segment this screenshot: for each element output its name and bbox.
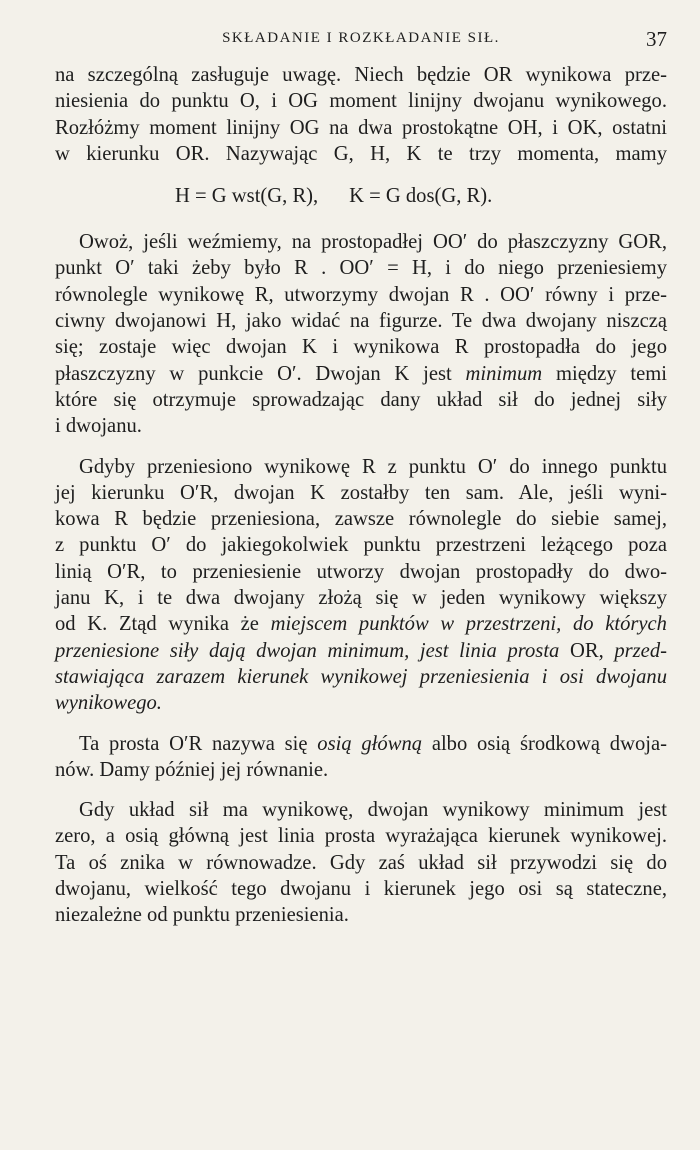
italic-phrase: przeniesione siły dają dwojan minimum, jest linia prosta [55,639,560,662]
text-line: punkt O′ taki żeby było R . OO′ = H, i do niego przeniesiemy [55,257,667,280]
page-number: 37 [646,27,667,51]
text-line: Rozłóżmy moment linijny OG na dwa prostokątne OH, i OK, ostatni [55,116,667,139]
text-line: Gdy układ sił ma wynikowę, dwojan wynikowy minimum jest [79,799,667,822]
text-line: janu K, i te dwa dwojany złożą się w jeden wynikowy większy [55,587,667,610]
text-segment: albo osią środkową dwoja- [431,732,667,755]
text-segment: Ta prosta O′R nazywa się [79,732,308,755]
page-header [55,27,667,56]
italic-phrase: wynikowego. [55,692,162,715]
italic-phrase: miejscem punktów w przestrzeni, do których [270,613,667,636]
text-line: z punktu O′ do jakiegokolwiek punktu przestrzeni leżącego poza [55,534,667,557]
text-line: nów. Damy później jej równanie. [55,758,329,781]
text-segment: płaszczyzny w punkcie O′. Dwojan K jest [55,362,452,385]
text-line-with-italic [55,731,667,757]
text-line-italic [55,664,667,690]
text-line: w kierunku OR. Nazywając G, H, K te trzy momenta, mamy [55,142,667,165]
text-line: Gdyby przeniesiono wynikowę R z punktu O′ do innego punktu [79,455,667,478]
text-line: i dwojanu. [55,415,142,438]
text-line: na szczególną zasługuje uwagę. Niech będzie OR wynikowa prze- [55,64,667,86]
text-line-with-italic [55,638,667,664]
text-segment: od K. Ztąd wynika że [55,613,259,636]
italic-phrase: przed- [614,639,667,662]
body-text [55,62,667,929]
text-line: zero, a osią główną jest linia prosta wyrażająca kierunek wynikowej. [55,825,667,848]
italic-phrase: stawiająca zarazem kierunek wynikowej przeniesienia i osi dwojanu [55,665,667,688]
text-segment: OR, [569,639,604,662]
text-line: dwojanu, wielkość tego dwojanu i kierunek jego osi są stateczne, [55,878,667,901]
text-line: jej kierunku O′R, dwojan K zostałby ten sam. Ale, jeśli wyni- [55,481,667,504]
text-line: niesienia do punktu O, i OG moment linijny dwojanu wynikowego. [55,90,667,113]
text-line-italic [55,690,667,716]
italic-term: osią główną [317,732,423,755]
text-line: które się otrzymuje sprowadzając dany układ sił do jednej siły [55,388,667,411]
text-line-with-italic [55,611,667,637]
text-line-with-italic [55,361,667,387]
text-segment: między temi [555,362,668,385]
running-title: SKŁADANIE I ROZKŁADANIE SIŁ. [222,30,500,46]
text-line: się; zostaje więc dwojan K i wynikowa R prostopadła do jego [55,336,667,359]
italic-term: minimum [465,362,543,385]
text-line: niezależne od punktu przeniesienia. [55,904,349,927]
text-line: ciwny dwojanowi H, jako widać na figurze. Te dwa dwojany niszczą [55,310,667,333]
text-line: kowa R będzie przeniesiona, zawsze równolegle do siebie samej, [55,508,667,531]
equation: H = G wst(G, R), K = G dos(G, R). [175,185,493,208]
text-line: linią O′R, to przeniesienie utworzy dwojan prostopadły do dwo- [55,560,667,583]
text-line: Ta oś znika w równowadze. Gdy zaś układ sił przywodzi się do [55,851,667,874]
text-line: Owoż, jeśli weźmiemy, na prostopadłej OO′ do płaszczyzny GOR, [79,231,667,254]
text-line: równolegle wynikowę R, utworzymy dwojan R . OO′ równy i prze- [55,283,667,306]
